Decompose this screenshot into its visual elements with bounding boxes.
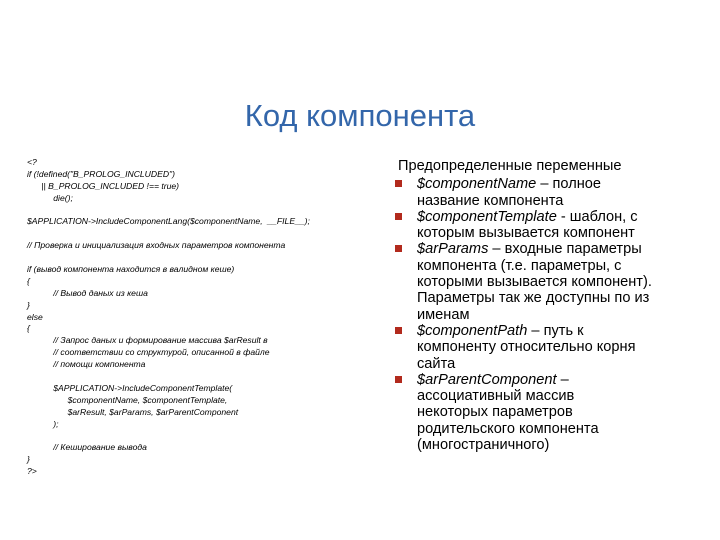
variable-item [398,323,698,372]
variable-desc: – полное [536,176,601,193]
code-line [27,228,372,240]
code-line: $APPLICATION->IncludeComponentLang($componentName, __FILE__); [27,216,310,227]
code-line: // помощи компонента [27,359,146,370]
code-line: if (вывод компонента находится в валидном кеше) [27,264,235,275]
variables-list [398,176,698,453]
variable-first-line [417,209,698,225]
code-line: ?> [27,466,37,477]
variable-desc-line: именам [417,306,470,323]
square-bullet-icon [395,376,402,383]
slide-title: Код компонента [244,98,476,133]
variable-first-line [417,323,698,339]
code-line: { [27,275,30,286]
variable-term: $arParams [417,241,489,258]
variable-first-line [417,176,698,192]
variable-desc-line: (многостраничного) [417,437,550,454]
code-line [27,252,372,264]
code-line: // Проверка и инициализация входных параметров компонента [27,240,286,251]
code-line: $APPLICATION->IncludeComponentTemplate( [27,382,233,393]
variable-term: $arParentComponent [417,371,557,388]
variable-first-line [417,372,698,388]
variable-desc-line: компоненту относительно корня [417,339,636,356]
variable-desc-line: некоторых параметров [417,404,573,421]
variable-term: $componentTemplate [417,208,557,225]
code-line: $componentName, $componentTemplate, [27,394,228,405]
code-line: ); [27,418,59,429]
variable-desc-line: компонента (т.е. параметры, с [417,257,622,274]
variable-item [398,209,698,242]
square-bullet-icon [395,327,402,334]
code-line: die(); [27,192,73,203]
variable-desc: - шаблон, с [556,208,638,225]
code-line: <? [27,157,37,167]
code-line [27,371,372,383]
variable-first-line [417,241,698,257]
code-line [27,205,372,217]
variable-desc-line: сайта [417,355,456,372]
variable-item [398,176,698,209]
variable-desc-line: Параметры так же доступны по из [417,290,650,307]
code-line [27,430,372,442]
variable-desc-line: которыми вызывается компонент). [417,274,652,291]
variable-desc-line: родительского компонента [417,420,599,437]
variable-term: $componentPath [417,322,528,339]
code-line: } [27,454,30,465]
variable-desc: – входные параметры [488,241,642,258]
variables-heading: Предопределенные переменные [398,158,622,174]
variable-desc: – путь к [527,322,584,339]
square-bullet-icon [395,245,402,252]
code-line: if (!defined("B_PROLOG_INCLUDED") [27,168,175,179]
square-bullet-icon [395,180,402,187]
code-block [27,157,372,478]
code-line: // Запрос даных и формирование массива $arResult в [27,335,268,346]
code-line: { [27,323,30,334]
variable-desc-line: которым вызывается компонент [417,225,635,242]
variable-term: $componentName [417,176,537,193]
variable-item [398,372,698,453]
variable-desc: – [556,371,569,388]
variable-item [398,241,698,322]
variables-panel [398,158,698,453]
code-line: // соответствии со структурой, описанной в файле [27,347,270,358]
code-line: || B_PROLOG_INCLUDED !== true) [27,180,180,191]
variable-desc-line: ассоциативный массив [417,388,575,405]
code-line: } [27,299,30,310]
variable-desc-line: название компонента [417,192,564,209]
code-line: // Вывод даных из кеша [27,287,148,298]
square-bullet-icon [395,213,402,220]
code-line: $arResult, $arParams, $arParentComponent [27,406,239,417]
code-line: else [27,311,43,322]
code-line: // Кеширование вывода [27,442,147,453]
